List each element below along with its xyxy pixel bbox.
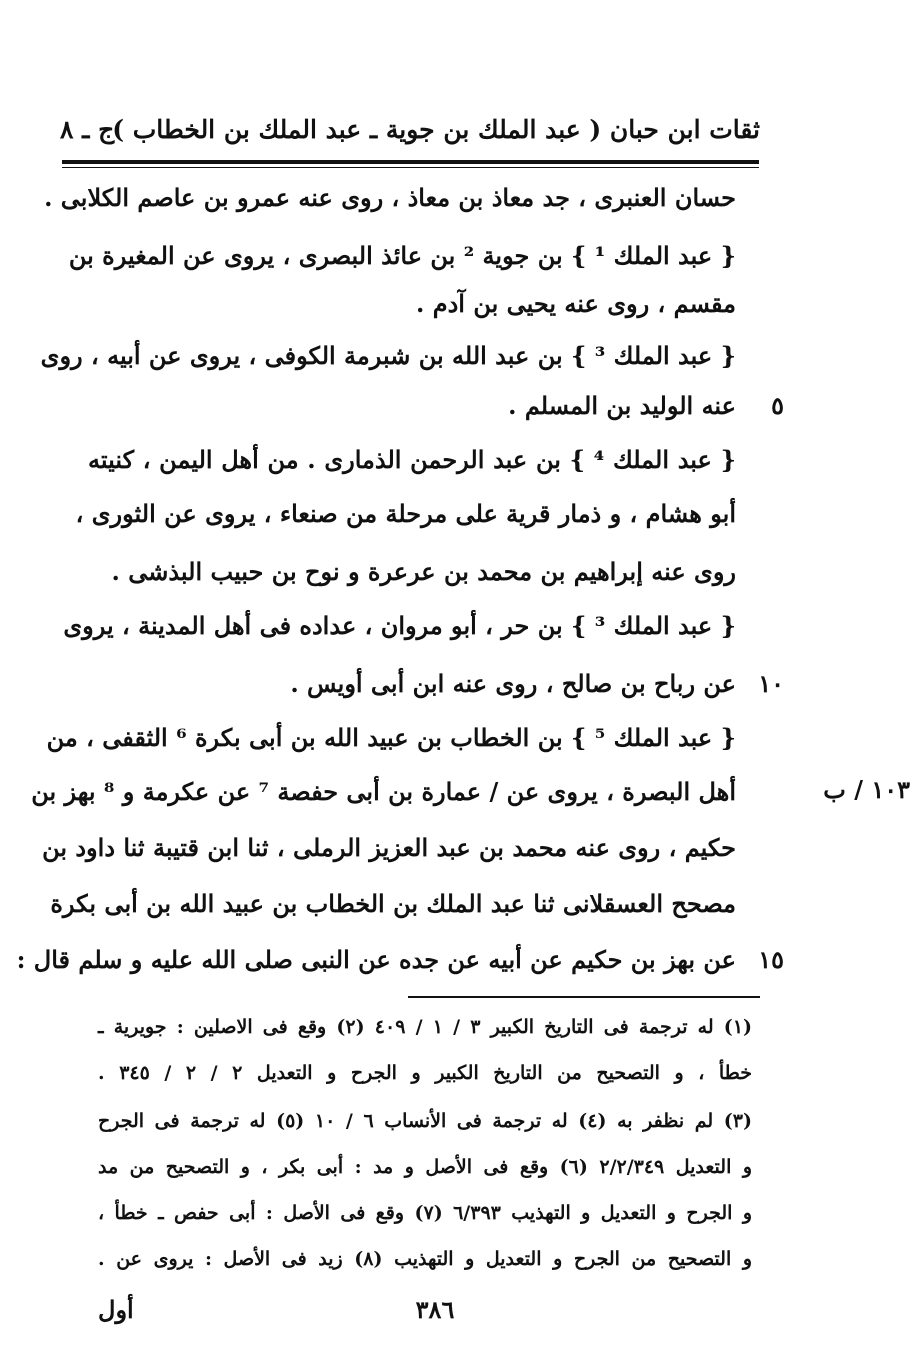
line-number-5: ٥ — [771, 391, 784, 420]
body-line: مصحح العسقلانى ثنا عبد الملك بن الخطاب بن عبيد الله بن أبى بكرة — [50, 889, 736, 918]
footnote-line: و التصحيح من الجرح و التعديل و التهذيب (٨) زيد فى الأصل : يروى عن . — [98, 1248, 752, 1270]
header-volume: ج ـ ٨ — [60, 115, 115, 144]
header-rule — [62, 160, 759, 164]
footnote-line: و التعديل ٢/٢/٣٤٩ (٦) وقع فى الأصل و مد : أبى بكر ، و التصحيح من مد — [98, 1156, 752, 1178]
body-line: روى عنه إبراهيم بن محمد بن عرعرة و نوح بن حبيب البذشى . — [111, 557, 736, 586]
body-line: { عبد الملك ³ } بن حر ، أبو مروان ، عداده فى أهل المدينة ، يروى — [63, 611, 736, 640]
body-line: عنه الوليد بن المسلم . — [508, 391, 736, 420]
body-line: أبو هشام ، و ذمار قرية على مرحلة من صنعاء ، يروى عن الثورى ، — [75, 499, 736, 528]
footnote-line: (٣) لم نظفر به (٤) له ترجمة فى الأنساب ٦ / ١٠ (٥) له ترجمة فى الجرح — [98, 1110, 752, 1132]
footnote-line: (١) له ترجمة فى التاريخ الكبير ٣ / ١ / ٤٠٩ (٢) وقع فى الاصلين : جويرية ـ — [98, 1016, 753, 1038]
body-line: مقسم ، روى عنه يحيى بن آدم . — [416, 289, 736, 318]
body-line: { عبد الملك ¹ } بن جوية ² بن عائذ البصرى ، يروى عن المغيرة بن — [68, 241, 736, 270]
footnote-line: و الجرح و التعديل و التهذيب ٦/٣٩٣ (٧) وقع فى الأصل : أبى حفص ـ خطأ ، — [98, 1202, 753, 1224]
footnote-line: خطأ ، و التصحيح من التاريخ الكبير و الجرح و التعديل ٢ / ٢ / ٣٤٥ . — [98, 1062, 753, 1084]
body-line: { عبد الملك ⁵ } بن الخطاب بن عبيد الله بن أبى بكرة ⁶ الثقفى ، من — [46, 723, 736, 752]
body-line: { عبد الملك ³ } بن عبد الله بن شبرمة الكوفى ، يروى عن أبيه ، روى — [40, 341, 736, 370]
page-number: ٣٨٦ — [415, 1295, 455, 1324]
header-title: ثقات ابن حبان ( عبد الملك بن جوية ـ عبد الملك بن الخطاب ) — [112, 115, 760, 144]
catchword: أول — [98, 1295, 134, 1324]
body-line: حسان العنبرى ، جد معاذ بن معاذ ، روى عنه عمرو بن عاصم الكلابى . — [44, 183, 736, 212]
body-line: { عبد الملك ⁴ } بن عبد الرحمن الذمارى . من أهل اليمن ، كنيته — [88, 445, 737, 474]
body-line: عن رباح بن صالح ، روى عنه ابن أبى أويس . — [290, 669, 736, 698]
body-line: حكيم ، روى عنه محمد بن عبد العزيز الرملى ، ثنا ابن قتيبة ثنا داود بن — [42, 833, 736, 862]
body-line: عن بهز بن حكيم عن أبيه عن جده عن النبى صلى الله عليه و سلم قال : — [16, 945, 736, 974]
line-number-15: ١٥ — [758, 945, 784, 974]
body-line: أهل البصرة ، يروى عن / عمارة بن أبى حفصة ⁷ عن عكرمة و ⁸ بهز بن — [31, 777, 736, 806]
running-header — [60, 108, 760, 152]
header-rule-thin — [62, 167, 759, 168]
footnote-rule — [408, 996, 760, 998]
line-number-10: ١٠ — [758, 669, 784, 698]
manuscript-folio-marker: ١٠٣ / ب — [823, 775, 910, 804]
